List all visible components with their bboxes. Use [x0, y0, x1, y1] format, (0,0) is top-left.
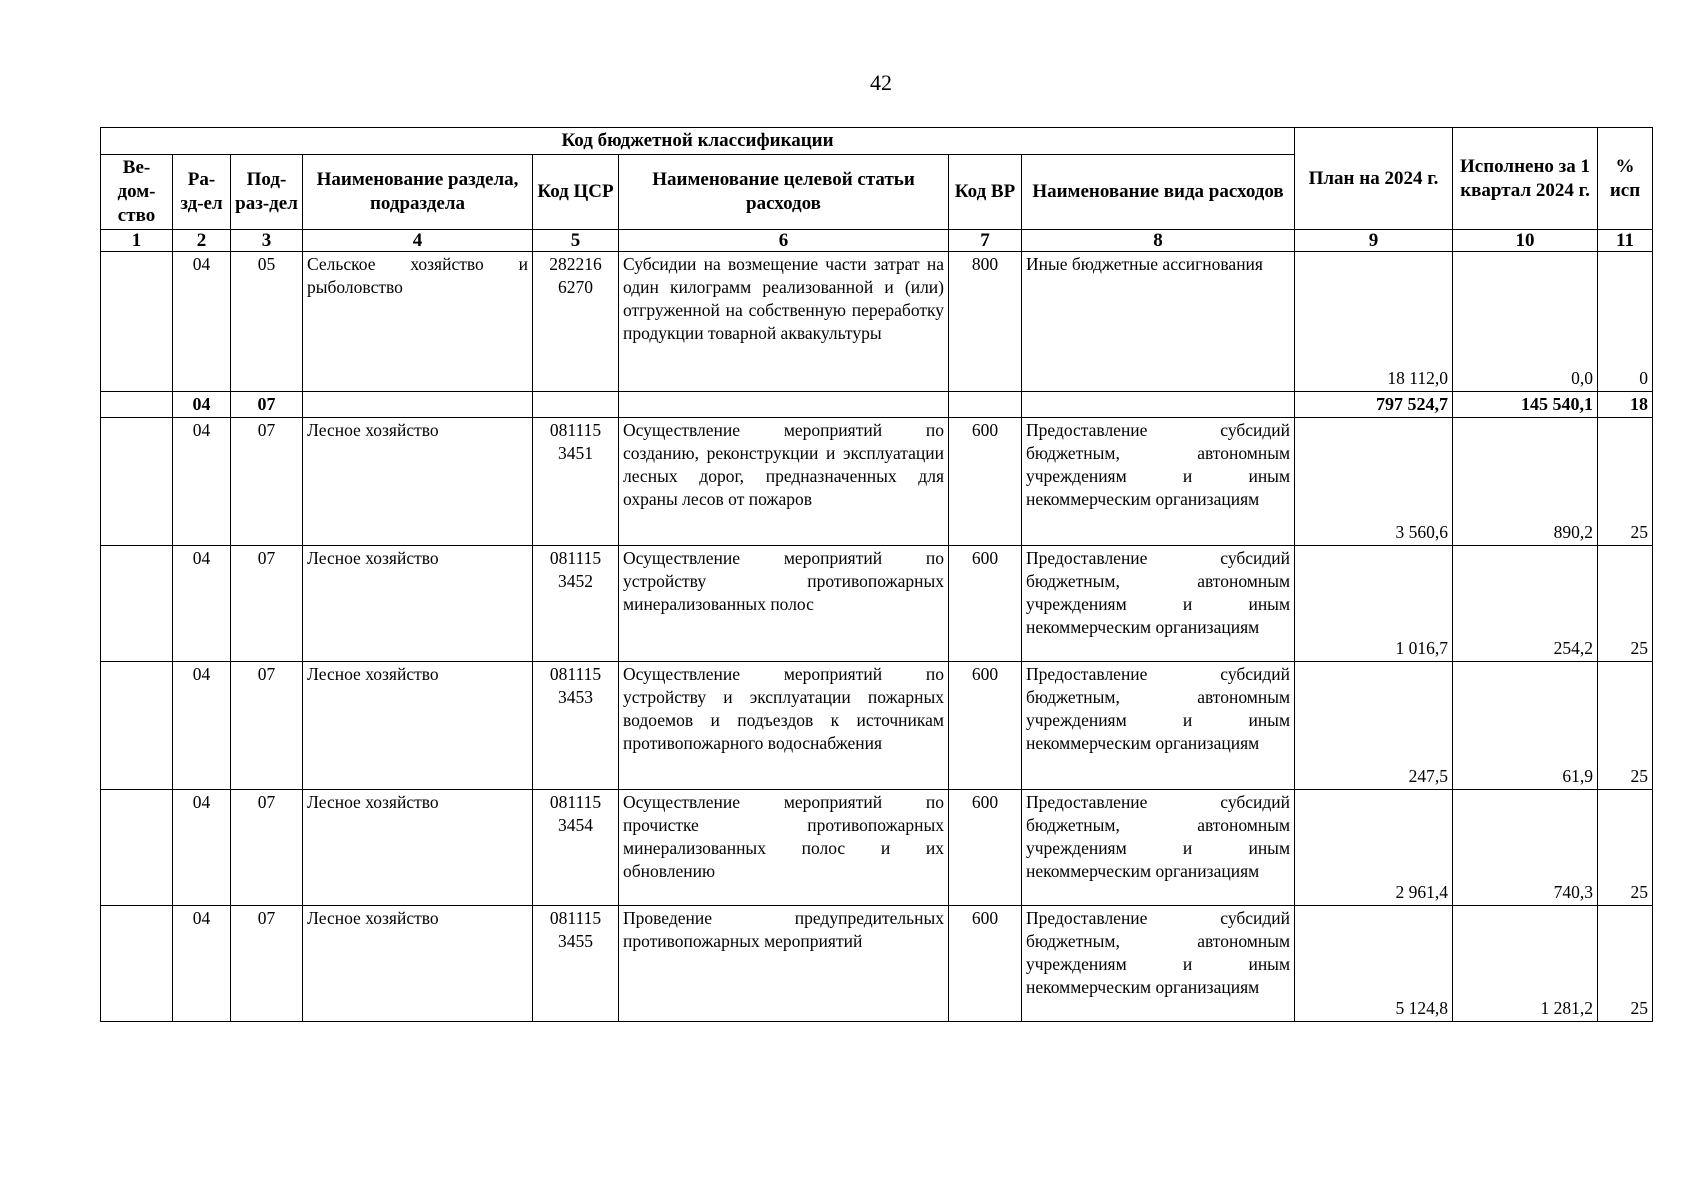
cell-podrazdel: 07	[231, 906, 303, 1022]
cell-csr: 081115 3451	[533, 418, 619, 546]
cell-plan: 1 016,7	[1295, 546, 1453, 662]
cell-vedomstvo	[101, 418, 173, 546]
cell-vr-name: Предоставление субсидий бюджетным, автономным учреждениям и иным некоммерческим организациям	[1022, 662, 1295, 790]
cell-vedomstvo	[101, 906, 173, 1022]
cell-podrazdel: 05	[231, 252, 303, 392]
column-number: 6	[619, 230, 949, 252]
cell-csr: 081115 3454	[533, 790, 619, 906]
cell-csr-name: Осуществление мероприятий по устройству противопожарных минерализованных полос	[619, 546, 949, 662]
table-row	[101, 662, 1653, 790]
table-row	[101, 790, 1653, 906]
cell-vr-name	[1022, 392, 1295, 418]
cell-csr-name: Осуществление мероприятий по прочистке противопожарных минерализованных полос и их обновлению	[619, 790, 949, 906]
cell-plan: 247,5	[1295, 662, 1453, 790]
cell-csr: 081115 3452	[533, 546, 619, 662]
cell-vedomstvo	[101, 546, 173, 662]
cell-percent: 25	[1598, 546, 1653, 662]
cell-vedomstvo	[101, 790, 173, 906]
cell-executed: 740,3	[1453, 790, 1598, 906]
cell-executed: 254,2	[1453, 546, 1598, 662]
cell-razdel-name	[303, 392, 533, 418]
cell-executed: 0,0	[1453, 252, 1598, 392]
cell-percent: 25	[1598, 906, 1653, 1022]
cell-csr: 081115 3453	[533, 662, 619, 790]
header-row-group	[101, 128, 1653, 155]
column-header-percent: % исп	[1598, 128, 1653, 230]
cell-percent: 25	[1598, 790, 1653, 906]
cell-percent: 0	[1598, 252, 1653, 392]
subtotal-row	[101, 392, 1653, 418]
column-number: 5	[533, 230, 619, 252]
column-number: 4	[303, 230, 533, 252]
cell-vr-name: Предоставление субсидий бюджетным, автономным учреждениям и иным некоммерческим организациям	[1022, 418, 1295, 546]
cell-csr-name: Субсидии на возмещение части затрат на один килограмм реализованной и (или) отгруженной на собственную переработку продукции товарной аквакультуры	[619, 252, 949, 392]
column-number: 3	[231, 230, 303, 252]
column-header-csr-name: Наименование целевой статьи расходов	[619, 155, 949, 230]
cell-csr-name: Проведение предупредительных противопожарных мероприятий	[619, 906, 949, 1022]
column-header-razdel-name: Наименование раздела, подраздела	[303, 155, 533, 230]
cell-vr: 600	[949, 906, 1022, 1022]
table-row	[101, 252, 1653, 392]
cell-podrazdel: 07	[231, 662, 303, 790]
cell-vedomstvo	[101, 392, 173, 418]
cell-percent: 18	[1598, 392, 1653, 418]
column-number-row	[101, 230, 1653, 252]
budget-table	[100, 127, 1653, 1022]
cell-plan: 797 524,7	[1295, 392, 1453, 418]
column-header-vr: Код ВР	[949, 155, 1022, 230]
cell-razdel-name: Лесное хозяйство	[303, 418, 533, 546]
table-row	[101, 906, 1653, 1022]
cell-percent: 25	[1598, 418, 1653, 546]
cell-csr-name: Осуществление мероприятий по созданию, реконструкции и эксплуатации лесных дорог, предназначенных для охраны лесов от пожаров	[619, 418, 949, 546]
cell-razdel: 04	[173, 392, 231, 418]
column-number: 7	[949, 230, 1022, 252]
cell-percent: 25	[1598, 662, 1653, 790]
cell-razdel: 04	[173, 252, 231, 392]
cell-podrazdel: 07	[231, 392, 303, 418]
cell-plan: 18 112,0	[1295, 252, 1453, 392]
cell-vedomstvo	[101, 252, 173, 392]
column-header-executed: Исполнено за 1 квартал 2024 г.	[1453, 128, 1598, 230]
cell-csr: 081115 3455	[533, 906, 619, 1022]
cell-razdel: 04	[173, 546, 231, 662]
cell-razdel-name: Лесное хозяйство	[303, 662, 533, 790]
cell-executed: 61,9	[1453, 662, 1598, 790]
cell-vr-name: Иные бюджетные ассигнования	[1022, 252, 1295, 392]
column-number: 9	[1295, 230, 1453, 252]
cell-csr	[533, 392, 619, 418]
cell-plan: 3 560,6	[1295, 418, 1453, 546]
column-header-podrazdel: Под-раз-дел	[231, 155, 303, 230]
column-header-plan: План на 2024 г.	[1295, 128, 1453, 230]
cell-podrazdel: 07	[231, 546, 303, 662]
cell-vr: 600	[949, 790, 1022, 906]
column-number: 1	[101, 230, 173, 252]
cell-razdel-name: Сельское хозяйство и рыболовство	[303, 252, 533, 392]
page-number: 42	[870, 70, 892, 95]
cell-razdel-name: Лесное хозяйство	[303, 790, 533, 906]
cell-csr: 282216 6270	[533, 252, 619, 392]
cell-executed: 145 540,1	[1453, 392, 1598, 418]
cell-vr-name: Предоставление субсидий бюджетным, автономным учреждениям и иным некоммерческим организациям	[1022, 546, 1295, 662]
column-header-vedomstvo: Ве-дом-ство	[101, 155, 173, 230]
cell-csr-name	[619, 392, 949, 418]
cell-vr	[949, 392, 1022, 418]
cell-razdel: 04	[173, 906, 231, 1022]
column-number: 8	[1022, 230, 1295, 252]
cell-vr: 600	[949, 662, 1022, 790]
cell-executed: 1 281,2	[1453, 906, 1598, 1022]
cell-vr: 600	[949, 546, 1022, 662]
cell-podrazdel: 07	[231, 790, 303, 906]
cell-plan: 2 961,4	[1295, 790, 1453, 906]
cell-plan: 5 124,8	[1295, 906, 1453, 1022]
table-row	[101, 546, 1653, 662]
cell-vr-name: Предоставление субсидий бюджетным, автономным учреждениям и иным некоммерческим организациям	[1022, 906, 1295, 1022]
cell-vr-name: Предоставление субсидий бюджетным, автономным учреждениям и иным некоммерческим организациям	[1022, 790, 1295, 906]
column-header-csr: Код ЦСР	[533, 155, 619, 230]
cell-razdel: 04	[173, 662, 231, 790]
column-header-razdel: Ра-зд-ел	[173, 155, 231, 230]
cell-podrazdel: 07	[231, 418, 303, 546]
column-header-vr-name: Наименование вида расходов	[1022, 155, 1295, 230]
cell-vr: 600	[949, 418, 1022, 546]
budget-classification-header: Код бюджетной классификации	[101, 128, 1295, 155]
column-number: 10	[1453, 230, 1598, 252]
cell-razdel-name: Лесное хозяйство	[303, 546, 533, 662]
column-number: 2	[173, 230, 231, 252]
column-number: 11	[1598, 230, 1653, 252]
cell-vedomstvo	[101, 662, 173, 790]
cell-razdel: 04	[173, 790, 231, 906]
cell-razdel: 04	[173, 418, 231, 546]
table-row	[101, 418, 1653, 546]
cell-vr: 800	[949, 252, 1022, 392]
cell-csr-name: Осуществление мероприятий по устройству и эксплуатации пожарных водоемов и подъездов к источникам противопожарного водоснабжения	[619, 662, 949, 790]
cell-razdel-name: Лесное хозяйство	[303, 906, 533, 1022]
cell-executed: 890,2	[1453, 418, 1598, 546]
